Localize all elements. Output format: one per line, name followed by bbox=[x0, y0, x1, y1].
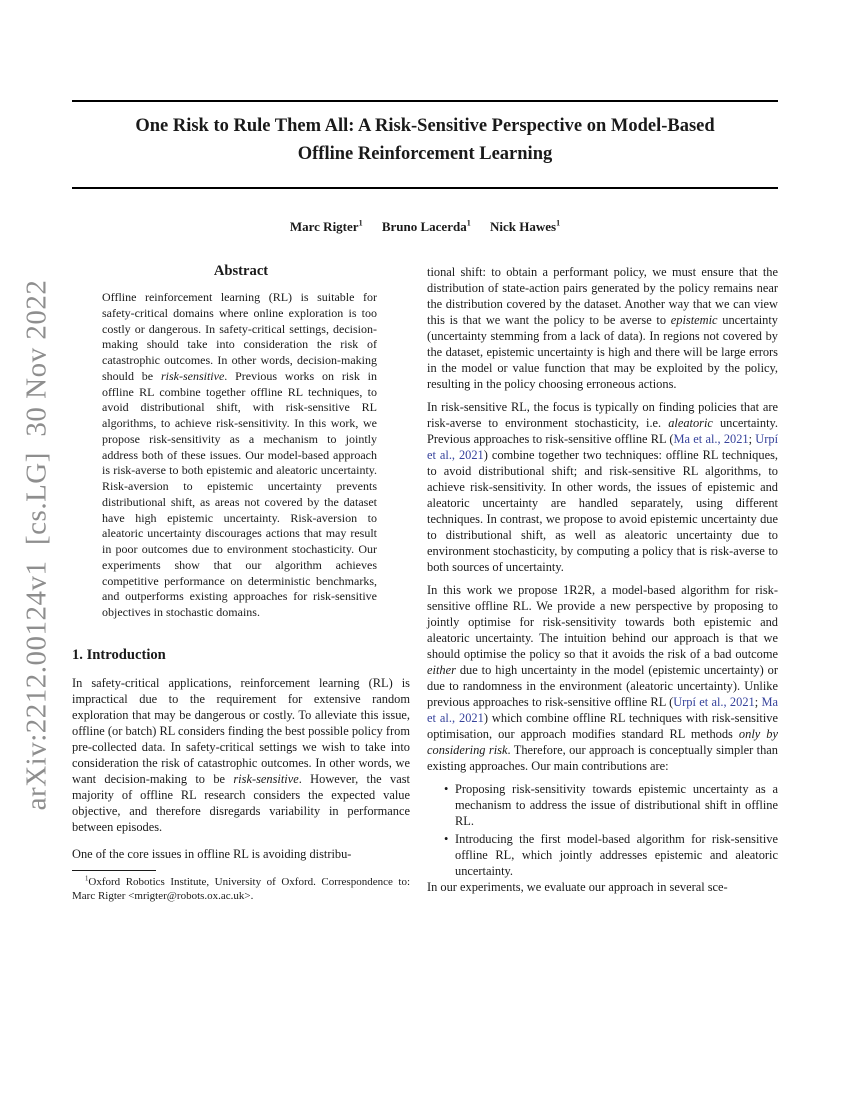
paragraph: In this work we propose 1R2R, a model-based algorithm for risk-sensitive offline RL. We provide a new perspective by proposing to jointly optimise for risk-sensitivity towards both epistemic and aleatoric uncertainty. The intuition behind our approach is that we should optimise the policy so that it avoids the risk of a bad outcome either due to high uncertainty in the model (epistemic uncertainty) or due to randomness in the environment (aleatoric uncertainty). Unlike previous approaches to risk-sensitive offline RL (Urpí et al., 2021; Ma et al., 2021) which combine offline RL techniques with risk-sensitive optimisation, our approach modifies standard RL methods only by considering risk. Therefore, our approach is conceptually simpler than existing approaches. Our main contributions are: bbox=[427, 583, 778, 773]
author-name bbox=[382, 219, 471, 234]
paper-title-line-1: One Risk to Rule Them All: A Risk-Sensitive Perspective on Model-Based bbox=[135, 116, 715, 136]
left-column bbox=[72, 263, 410, 903]
citation-link[interactable]: Ma et al., 2021 bbox=[427, 695, 778, 725]
footnote-text bbox=[72, 876, 410, 904]
footnote-divider bbox=[72, 870, 156, 871]
author-name bbox=[290, 219, 363, 234]
abstract-heading: Abstract bbox=[213, 263, 269, 279]
contribution-item: • Introducing the first model-based algorithm for risk-sensitive offline RL, which jointly addresses epistemic and aleatoric uncertainty. bbox=[455, 831, 778, 879]
authors-row bbox=[72, 219, 778, 235]
contribution-item: • Proposing risk-sensitivity towards epistemic uncertainty as a mechanism to address the issue of distributional shift in offline RL. bbox=[455, 781, 778, 829]
author-name-text: Bruno Lacerda bbox=[381, 219, 467, 234]
arxiv-watermark: arXiv:2212.00124v1 [cs.LG] 30 Nov 2022 bbox=[20, 279, 53, 811]
citation-link[interactable]: Urpí et al., 2021 bbox=[427, 432, 779, 462]
paragraph: tional shift: to obtain a performant policy, we must ensure that the distribution of state-action pairs generated by the policy remains near the distribution covered by the dataset. Another way that we can view this is that we want the policy to be averse to epistemic uncertainty (uncertainty stemming from a lack of data). In regions not covered by the dataset, epistemic uncertainty is high and there will be large errors in the model or value function that may be exploited by the policy, resulting in the policy choosing erroneous actions. bbox=[427, 265, 778, 391]
footnote-marker: 1 bbox=[85, 875, 89, 883]
author-affiliation-marker: 1 bbox=[556, 218, 561, 228]
author-name-text: Nick Hawes bbox=[490, 219, 557, 234]
contributions-list bbox=[427, 781, 778, 879]
section-heading-introduction: 1. Introduction bbox=[72, 646, 166, 663]
author-affiliation-marker: 1 bbox=[466, 218, 471, 228]
author-name bbox=[490, 219, 560, 234]
paragraph: In our experiments, we evaluate our approach in several sce- bbox=[427, 880, 728, 894]
title-rule-bottom bbox=[72, 187, 778, 189]
paper-title bbox=[52, 112, 798, 168]
title-rule-top bbox=[72, 100, 778, 102]
right-column bbox=[427, 264, 778, 895]
author-affiliation-marker: 1 bbox=[358, 218, 363, 228]
paper-title-line-2: Offline Reinforcement Learning bbox=[297, 144, 553, 164]
citation-link[interactable]: Ma et al., 2021 bbox=[673, 432, 749, 446]
footnote-body: Oxford Robotics Institute, University of Oxford. Correspondence to: Marc Rigter <mrigter@robots.ox.ac.uk>. bbox=[72, 875, 410, 902]
abstract-body: Offline reinforcement learning (RL) is suitable for safety-critical domains where online exploration is too costly or dangerous. In safety-critical settings, decision-making should take into consideration the risk of catastrophic outcomes. In other words, decision-making should be risk-sensitive. Previous works on risk in offline RL combine together offline RL techniques, to avoid distributional shift, with risk-sensitive RL algorithms, to achieve risk-sensitivity. In this work, we propose risk-sensitivity as a mechanism to jointly address both of these issues. Our model-based approach is risk-averse to both epistemic and aleatoric uncertainty. Risk-aversion to epistemic uncertainty prevents distributional shift, as areas not covered by the dataset have high epistemic uncertainty. Risk-aversion to aleatoric uncertainty discourages actions that may result in poor outcomes due to environment stochasticity. Our experiments show that our algorithm achieves competitive performance on deterministic benchmarks, and outperforms existing approaches for risk-sensitive objectives in stochastic domains. bbox=[102, 290, 377, 619]
citation-link[interactable]: Urpí et al., 2021 bbox=[673, 695, 755, 709]
intro-paragraph-2: One of the core issues in offline RL is avoiding distribu- bbox=[72, 846, 352, 861]
paragraph: In risk-sensitive RL, the focus is typically on finding policies that are risk-averse to environment stochasticity, i.e. aleatoric uncertainty. Previous approaches to risk-sensitive offline RL (Ma et al., 2021; Urpí et al., 2021) combine together two techniques: offline RL techniques, to avoid distributional shift; and risk-sensitive RL algorithms, to achieve risk-sensitivity. In other words, the issues of epistemic and aleatoric uncertainty are handled separately, using different techniques. In contrast, we propose to avoid epistemic uncertainty due to distributional shift, as well as aleatoric uncertainty due to environment stochasticity, by computing a policy that is risk-averse to both sources of uncertainty. bbox=[427, 400, 779, 574]
author-name-text: Marc Rigter bbox=[289, 219, 359, 234]
intro-paragraph-1: In safety-critical applications, reinforcement learning (RL) is impractical due to the requirement for extensive random exploration that may be dangerous or costly. To alleviate this issue, offline (or batch) RL considers finding the best possible policy from pre-collected data. In safety-critical settings we wish to take into consideration the risk of catastrophic outcomes. In other words, we want decision-making to be risk-sensitive. However, the vast majority of offline RL research considers the expected value objective, and therefore disregards variability in performance between episodes. bbox=[72, 675, 410, 834]
